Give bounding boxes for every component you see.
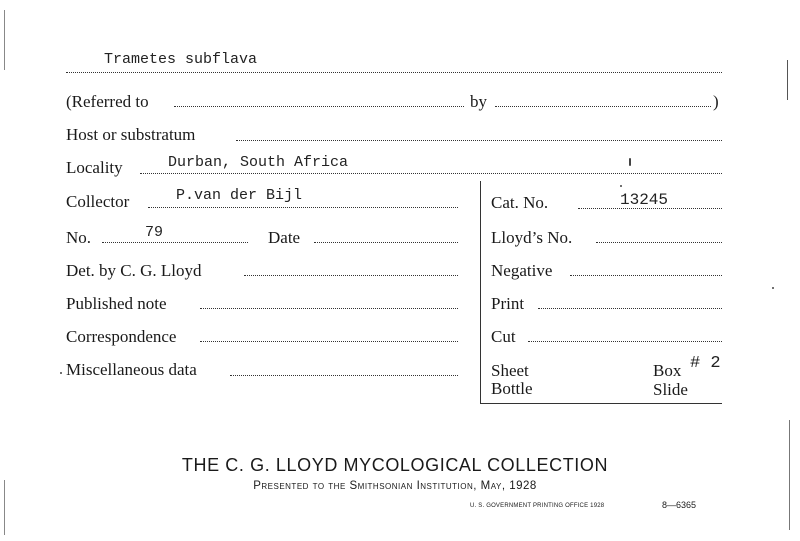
negative-label: Negative (491, 261, 553, 280)
cut-label: Cut (491, 327, 516, 346)
locality-line (140, 173, 722, 174)
box-left-border (480, 181, 481, 403)
print-label: Print (491, 294, 525, 313)
cat-no-value: 13245 (620, 191, 669, 209)
lloyds-no-line (596, 242, 722, 243)
scan-edge-mark (4, 10, 5, 70)
referred-by-label: by (470, 92, 487, 111)
collector-label: Collector (66, 192, 130, 211)
slide-label: Slide (653, 380, 688, 399)
number-value: 79 (145, 224, 164, 241)
published-label: Published note (66, 294, 167, 313)
collection-title: THE C. G. LLOYD MYCOLOGICAL COLLECTION (181, 455, 609, 475)
box-value: # 2 (690, 354, 721, 373)
host-line (236, 140, 722, 141)
species-line (66, 72, 722, 73)
referred-close: ) (713, 92, 719, 111)
published-line (200, 308, 458, 309)
collector-line (148, 207, 458, 208)
printing-office-note: U. S. GOVERNMENT PRINTING OFFICE 1928 (470, 503, 605, 509)
correspondence-line (200, 341, 458, 342)
bottle-label: Bottle (491, 379, 533, 398)
cut-line (528, 341, 722, 342)
box-bottom-border (480, 403, 722, 404)
cat-no-line (578, 208, 722, 209)
lloyds-no-label: Lloyd’s No. (491, 228, 573, 247)
scan-speck (60, 372, 62, 374)
det-line (244, 275, 458, 276)
misc-label: Miscellaneous data (66, 360, 197, 379)
scan-speck (629, 158, 631, 166)
det-label: Det. by C. G. Lloyd (66, 261, 202, 280)
date-line (314, 242, 458, 243)
scan-edge-mark (787, 60, 788, 100)
collector-value: P.van der Bijl (176, 187, 303, 204)
referred-by-line (495, 106, 711, 107)
scan-edge-mark (789, 420, 790, 530)
correspondence-label: Correspondence (66, 327, 177, 346)
box-label: Box (653, 361, 682, 380)
number-line (102, 242, 248, 243)
referred-to-line (174, 106, 464, 107)
host-label: Host or substratum (66, 125, 196, 144)
species-name: Trametes subflava (104, 51, 258, 68)
sheet-label: Sheet (491, 361, 529, 380)
scan-speck (620, 185, 622, 187)
locality-value: Durban, South Africa (168, 154, 349, 171)
referred-to-label: (Referred to (66, 92, 149, 111)
form-code: 8—6365 (662, 500, 697, 510)
date-label: Date (268, 228, 301, 247)
collection-subtitle: Presented to the Smithsonian Institution, May, 1928 (253, 480, 537, 492)
negative-line (570, 275, 722, 276)
print-line (538, 308, 722, 309)
number-label: No. (66, 228, 92, 247)
misc-line (230, 375, 458, 376)
cat-no-label: Cat. No. (491, 193, 549, 212)
locality-label: Locality (66, 158, 123, 177)
scan-edge-mark (4, 480, 5, 535)
scan-speck (772, 287, 774, 289)
